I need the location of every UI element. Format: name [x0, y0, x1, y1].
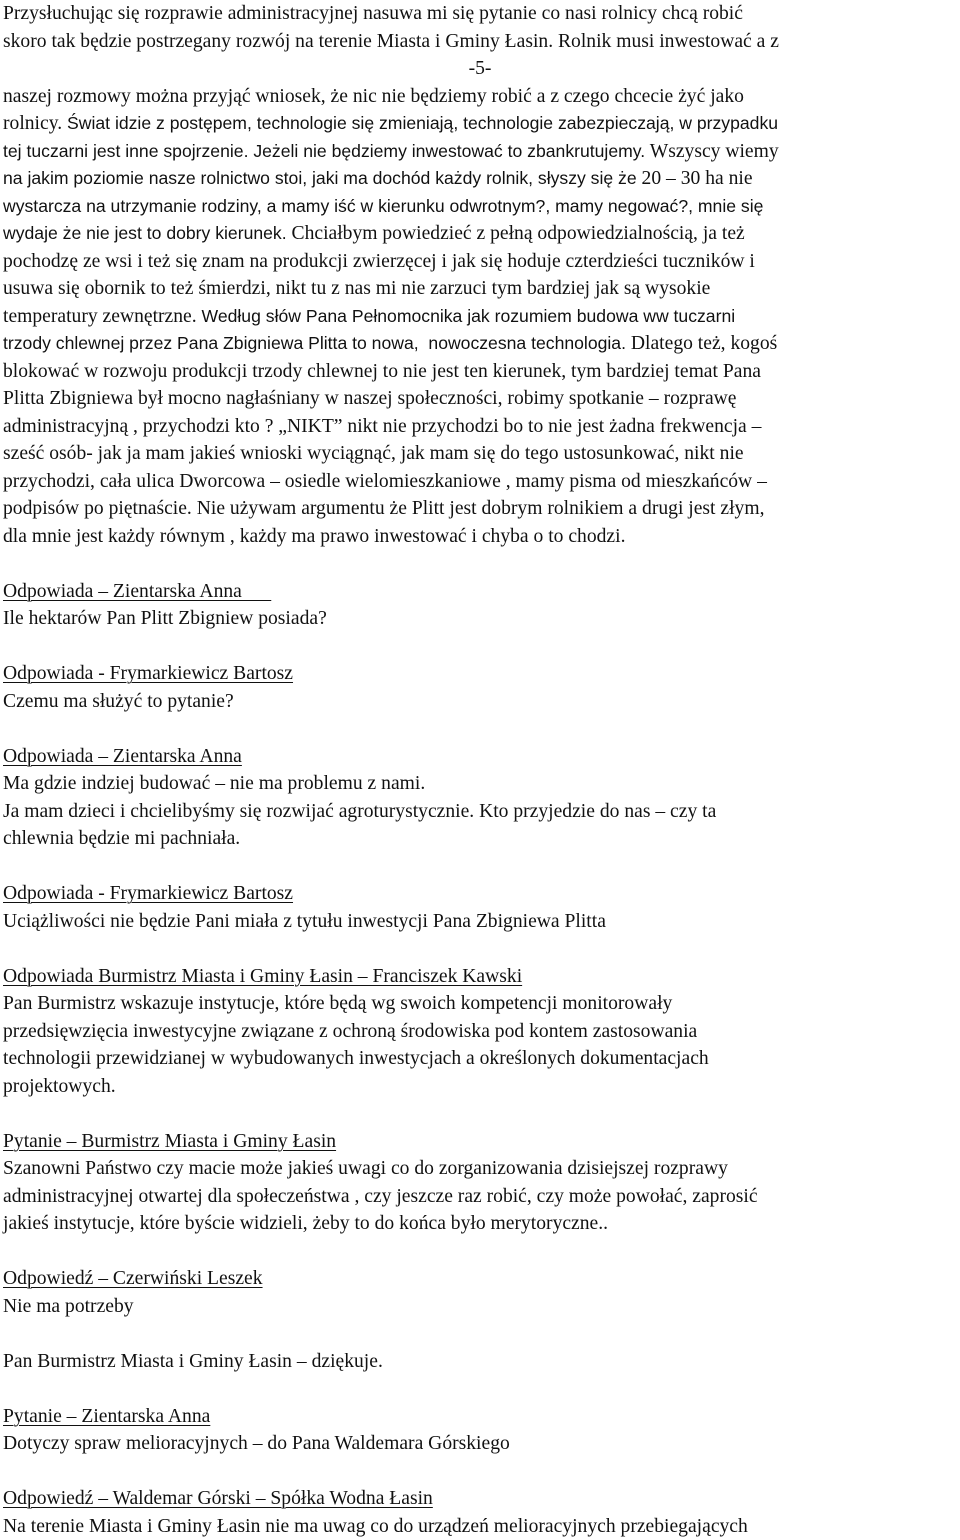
text-line — [3, 165, 957, 193]
speaker-heading: Odpowiada – Zientarska Anna — [3, 743, 957, 771]
text-line: Plitta Zbigniewa był mocno nagłaśniany w naszej społeczności, robimy spotkanie – rozprawę — [3, 385, 957, 413]
text-line: dla mnie jest każdy równym , każdy ma prawo inwestować i chyba o to chodzi. — [3, 523, 957, 551]
entry-text: Pan Burmistrz Miasta i Gminy Łasin – dziękuje. — [3, 1348, 957, 1376]
text-line: skoro tak będzie postrzegany rozwój na terenie Miasta i Gminy Łasin. Rolnik musi inwestować a z — [3, 28, 957, 56]
text-segment: Świat idzie z postępem, technologie się zmieniają, technologie zabezpieczają, w przypadku — [62, 113, 778, 133]
text-line: Przysłuchując się rozprawie administracyjnej nasuwa mi się pytanie co nasi rolnicy chcą robić — [3, 0, 957, 28]
text-line: usuwa się obornik to też śmierdzi, nikt tu z nas mi nie zarzuci tym bardziej jak są wysokie — [3, 275, 957, 303]
paragraph-spacer — [3, 1375, 957, 1403]
entry-text: Na terenie Miasta i Gminy Łasin nie ma uwag co do urządzeń melioracyjnych przebiegających — [3, 1513, 957, 1540]
speaker-heading: Odpowiedź – Czerwiński Leszek — [3, 1265, 957, 1293]
speaker-heading: Pytanie – Burmistrz Miasta i Gminy Łasin — [3, 1128, 957, 1156]
text-line — [3, 220, 957, 248]
paragraph-spacer — [3, 550, 957, 578]
text-segment: wydaje że nie jest to dobry kierunek. — [3, 223, 287, 243]
paragraph-spacer — [3, 1458, 957, 1486]
entry-text: technologii przewidzianej w wybudowanych inwestycjach a określonych dokumentacjach — [3, 1045, 957, 1073]
text-line: wystarcza na utrzymanie rodziny, a mamy iść w kierunku odwrotnym?, mamy negować?, mnie się — [3, 193, 957, 221]
text-line — [3, 138, 957, 166]
text-line: sześć osób- jak ja mam jakieś wnioski wyciągnąć, jak mam się do tego ustosunkować, nikt nie — [3, 440, 957, 468]
entry-text: przedsięwzięcia inwestycyjne związane z ochroną środowiska pod kontem zastosowania — [3, 1018, 957, 1046]
text-line — [3, 303, 957, 331]
text-line: przychodzi, cała ulica Dworcowa – osiedle wielomieszkaniowe , mamy pisma od mieszkańców – — [3, 468, 957, 496]
paragraph-spacer — [3, 1238, 957, 1266]
entry-text: Uciążliwości nie będzie Pani miała z tytułu inwestycji Pana Zbigniewa Plitta — [3, 908, 957, 936]
speaker-heading: Odpowiada - Frymarkiewicz Bartosz — [3, 660, 957, 688]
entry-text: Czemu ma służyć to pytanie? — [3, 688, 957, 716]
text-line: blokować w rozwoju produkcji trzody chlewnej to nie jest ten kierunek, tym bardziej temat Pana — [3, 358, 957, 386]
entry-text: Nie ma potrzeby — [3, 1293, 957, 1321]
speaker-heading: Odpowiada - Frymarkiewicz Bartosz — [3, 880, 957, 908]
text-segment: temperatury zewnętrzne. — [3, 306, 197, 327]
text-segment: Wszyscy wiemy — [645, 141, 779, 162]
text-segment: 20 – 30 ha nie — [637, 168, 753, 189]
text-segment: Według słów Pana Pełnomocnika jak rozumiem budowa ww tuczarni — [197, 306, 736, 326]
entry-text: Ma gdzie indziej budować – nie ma problemu z nami. — [3, 770, 957, 798]
text-line: pochodzę ze wsi i też się znam na produkcji zwierzęcej i jak się hoduje czterdzieści tuczników i — [3, 248, 957, 276]
document-page — [3, 0, 957, 1540]
text-line — [3, 330, 957, 358]
entry-text: Szanowni Państwo czy macie może jakieś uwagi co do zorganizowania dzisiejszej rozprawy — [3, 1155, 957, 1183]
text-segment: rolnicy. — [3, 113, 62, 134]
text-segment: Dlatego też, kogoś — [626, 333, 777, 354]
text-line: administracyjną , przychodzi kto ? „NIKT” nikt nie przychodzi bo to nie jest żadna frekwencja – — [3, 413, 957, 441]
paragraph-spacer — [3, 935, 957, 963]
entry-text: Ja mam dzieci i chcielibyśmy się rozwijać agroturystycznie. Kto przyjedzie do nas – czy ta — [3, 798, 957, 826]
speaker-heading: Pytanie – Zientarska Anna — [3, 1403, 957, 1431]
entry-text: administracyjnej otwartej dla społeczeństwa , czy jeszcze raz robić, czy może powołać, zaprosić — [3, 1183, 957, 1211]
paragraph-spacer — [3, 715, 957, 743]
text-segment: na jakim poziomie nasze rolnictwo stoi, jaki ma dochód każdy rolnik, słyszy się że — [3, 168, 637, 188]
text-segment: tej tuczarni jest inne spojrzenie. Jeżeli nie będziemy inwestować to zbankrutujemy. — [3, 141, 645, 161]
entry-text: projektowych. — [3, 1073, 957, 1101]
entry-text: Pan Burmistrz wskazuje instytucje, które będą wg swoich kompetencji monitorowały — [3, 990, 957, 1018]
speaker-heading: Odpowiada – Zientarska Anna — [3, 578, 957, 606]
text-segment: trzody chlewnej przez Pana Zbigniewa Plitta to nowa, nowoczesna technologia. — [3, 333, 626, 353]
paragraph-spacer — [3, 1320, 957, 1348]
speaker-heading: Odpowiada Burmistrz Miasta i Gminy Łasin – Franciszek Kawski — [3, 963, 957, 991]
entry-text: Ile hektarów Pan Plitt Zbigniew posiada? — [3, 605, 957, 633]
entry-text: jakieś instytucje, które byście widzieli, żeby to do końca było merytoryczne.. — [3, 1210, 957, 1238]
text-line: naszej rozmowy można przyjąć wniosek, że nic nie będziemy robić a z czego chcecie żyć jako — [3, 83, 957, 111]
entry-text: Dotyczy spraw melioracyjnych – do Pana Waldemara Górskiego — [3, 1430, 957, 1458]
text-line: podpisów po piętnaście. Nie używam argumentu że Plitt jest dobrym rolnikiem a drugi jest złym, — [3, 495, 957, 523]
paragraph-spacer — [3, 633, 957, 661]
speaker-heading: Odpowiedź – Waldemar Górski – Spółka Wodna Łasin — [3, 1485, 957, 1513]
text-line — [3, 110, 957, 138]
entry-text: chlewnia będzie mi pachniała. — [3, 825, 957, 853]
paragraph-spacer — [3, 853, 957, 881]
text-segment: Chciałbym powiedzieć z pełną odpowiedzialnością, ja też — [287, 223, 745, 244]
page-number: -5- — [3, 55, 957, 83]
paragraph-spacer — [3, 1100, 957, 1128]
